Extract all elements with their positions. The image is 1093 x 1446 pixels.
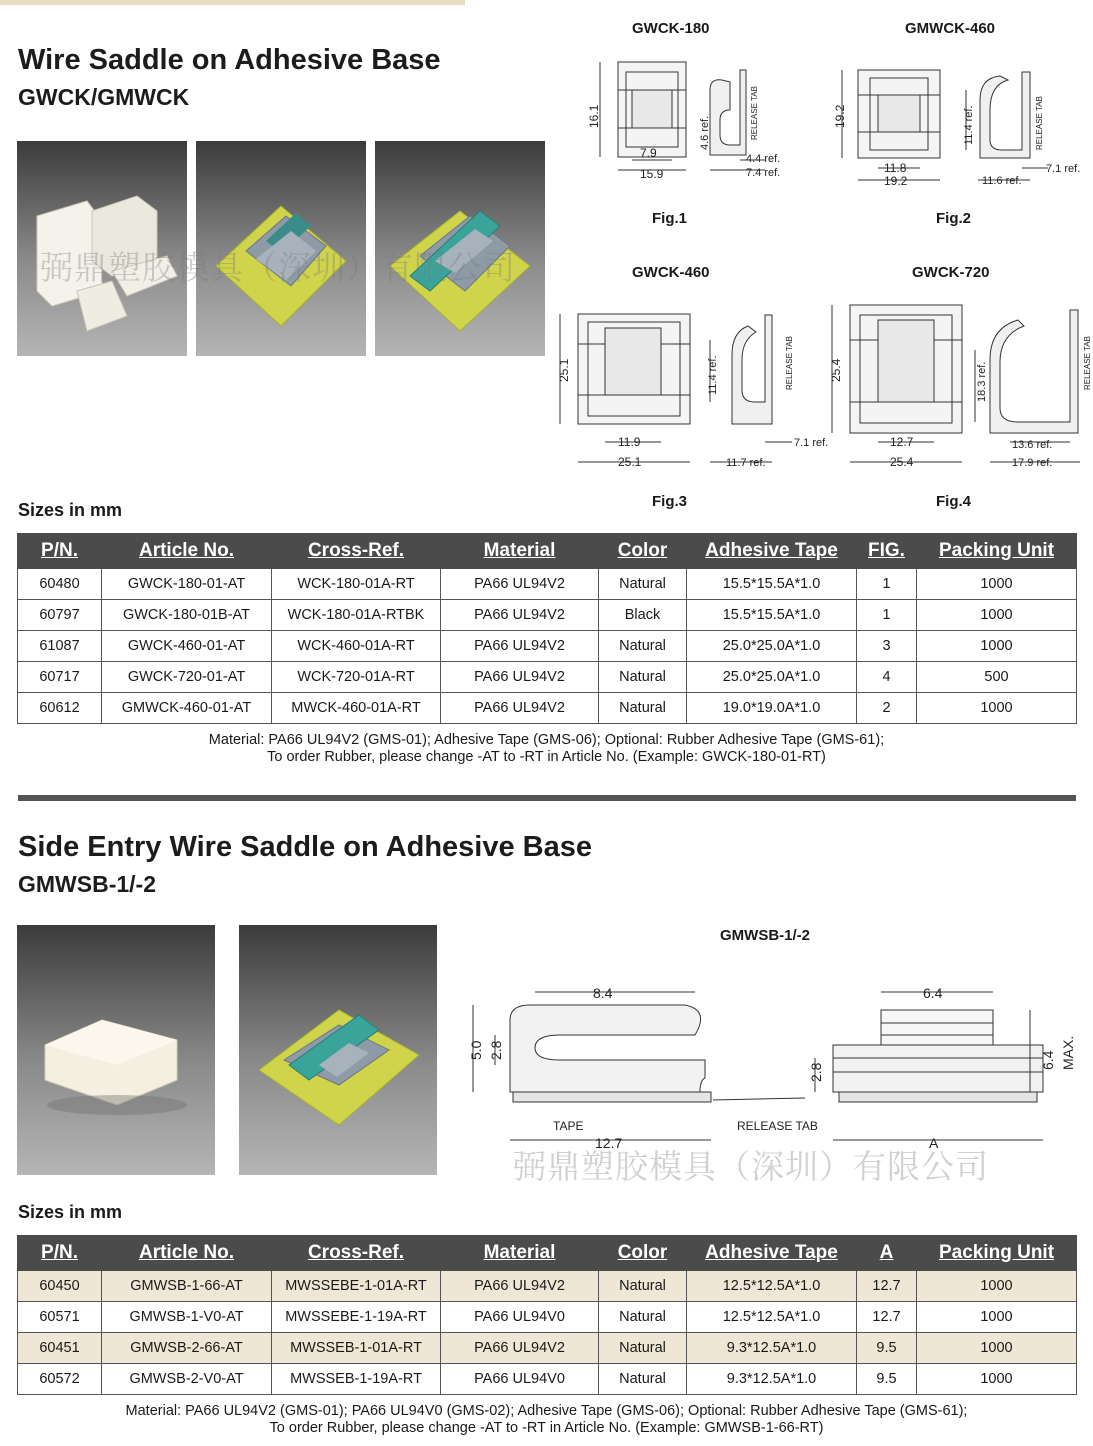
cell: 500	[917, 662, 1077, 693]
cell: WCK-180-01A-RT	[272, 569, 441, 600]
cell: Black	[599, 600, 687, 631]
cell: 1000	[917, 1302, 1077, 1333]
cell: GMWSB-1-V0-AT	[102, 1302, 272, 1333]
cell: Natural	[599, 1364, 687, 1395]
fig4-dim: 12.7	[890, 435, 914, 449]
cell: GMWSB-2-66-AT	[102, 1333, 272, 1364]
cell: 60572	[18, 1364, 102, 1395]
watermark: 弼鼎塑胶模具（深圳）有限公司	[513, 1147, 989, 1186]
table-row	[18, 569, 1077, 600]
cell: WCK-180-01A-RTBK	[272, 600, 441, 631]
col-header: Material	[441, 534, 599, 569]
cell: 19.0*19.0A*1.0	[687, 693, 857, 724]
cell: 60480	[18, 569, 102, 600]
gmwsb-dim: 8.4	[593, 985, 613, 1001]
col-header: Adhesive Tape	[687, 1236, 857, 1271]
table-row	[18, 693, 1077, 724]
section2-spec-table	[17, 1235, 1077, 1395]
cell: 60717	[18, 662, 102, 693]
fig4-dim: 13.6 ref.	[1012, 439, 1053, 451]
cell: 25.0*25.0A*1.0	[687, 662, 857, 693]
cell: 1000	[917, 1364, 1077, 1395]
cell: GWCK-180-01-AT	[102, 569, 272, 600]
cell: Natural	[599, 693, 687, 724]
cell: WCK-460-01A-RT	[272, 631, 441, 662]
cell: MWSSEB-1-01A-RT	[272, 1333, 441, 1364]
cell: 9.3*12.5A*1.0	[687, 1364, 857, 1395]
col-header: Color	[599, 534, 687, 569]
section2-title: Side Entry Wire Saddle on Adhesive Base	[18, 831, 593, 863]
section1-title: Wire Saddle on Adhesive Base	[18, 44, 441, 76]
fig1-dim: 4.6 ref.	[699, 115, 711, 150]
table-row	[18, 600, 1077, 631]
cell: 60797	[18, 600, 102, 631]
fig3-dim: 11.9	[618, 435, 641, 449]
fig4-dim: 25.4	[890, 455, 914, 469]
gmwsb-dim: 2.8	[808, 1062, 824, 1082]
col-header: Material	[441, 1236, 599, 1271]
col-header: P/N.	[18, 534, 102, 569]
col-header: Packing Unit	[917, 1236, 1077, 1271]
section1-note-line1: Material: PA66 UL94V2 (GMS-01); Adhesive Tape (GMS-06); Optional: Rubber Adhesive Tape (GMS-61);	[208, 732, 885, 748]
cell: 1000	[917, 1271, 1077, 1302]
fig1-dim: 7.4 ref.	[746, 167, 781, 179]
gmwsb-fig-name: GMWSB-1/-2	[720, 927, 810, 944]
fig4-dim: 18.3 ref.	[976, 361, 988, 402]
fig1-caption: Fig.1	[652, 210, 688, 227]
cell: 60612	[18, 693, 102, 724]
fig2-name: GMWCK-460	[905, 20, 996, 37]
cell: 4	[857, 662, 917, 693]
cell: PA66 UL94V2	[441, 1271, 599, 1302]
gmwsb-dim: 2.8	[488, 1040, 504, 1060]
cell: 12.7	[857, 1271, 917, 1302]
gmwsb-dim: 5.0	[468, 1040, 484, 1060]
gmwsb-dim: MAX.	[1060, 1035, 1076, 1070]
fig4-dim: RELEASE TAB	[1083, 336, 1092, 390]
cell: 61087	[18, 631, 102, 662]
fig2-dim: 19.2	[833, 104, 847, 128]
cell: PA66 UL94V2	[441, 569, 599, 600]
gmwsb-dim: RELEASE TAB	[737, 1119, 818, 1133]
cell: MWSSEBE-1-01A-RT	[272, 1271, 441, 1302]
cell: GMWSB-2-V0-AT	[102, 1364, 272, 1395]
cell: PA66 UL94V2	[441, 1333, 599, 1364]
col-header: Color	[599, 1236, 687, 1271]
col-header: Packing Unit	[917, 534, 1077, 569]
gmwsb-dim: 6.4	[923, 985, 943, 1001]
section2-drawing	[455, 920, 1085, 1170]
cell: 12.5*12.5A*1.0	[687, 1302, 857, 1333]
fig3-dim: 25.1	[557, 358, 571, 382]
cell: Natural	[599, 631, 687, 662]
fig2-dim: RELEASE TAB	[1035, 96, 1044, 150]
gmwsb-dim: TAPE	[553, 1119, 584, 1133]
cell: 25.0*25.0A*1.0	[687, 631, 857, 662]
cell: 12.7	[857, 1302, 917, 1333]
section-divider	[18, 795, 1076, 801]
cell: WCK-720-01A-RT	[272, 662, 441, 693]
col-header: P/N.	[18, 1236, 102, 1271]
cell: 60571	[18, 1302, 102, 1333]
fig3-dim: 7.1 ref.	[794, 437, 829, 449]
table-row	[18, 1333, 1077, 1364]
cell: 1000	[917, 631, 1077, 662]
gmwsb-dim: A	[929, 1135, 939, 1151]
table-header-row	[18, 1236, 1077, 1271]
cell: Natural	[599, 1271, 687, 1302]
cell: PA66 UL94V0	[441, 1302, 599, 1333]
cell: 1000	[917, 1333, 1077, 1364]
col-header: Cross-Ref.	[272, 1236, 441, 1271]
gmwsb-dim: 6.4	[1040, 1050, 1056, 1070]
fig1-dim: 7.9	[640, 146, 657, 160]
cell: 1	[857, 600, 917, 631]
section2-sizes-label: Sizes in mm	[18, 1202, 123, 1222]
product-photo-4	[17, 925, 215, 1175]
fig2-dim: 11.4 ref.	[963, 105, 975, 145]
fig3-dim: 11.4 ref.	[707, 355, 719, 395]
fig2-caption: Fig.2	[936, 210, 972, 227]
cell: 1000	[917, 600, 1077, 631]
table-row	[18, 631, 1077, 662]
fig1-dim: RELEASE TAB	[750, 86, 759, 140]
cell: Natural	[599, 569, 687, 600]
cell: 12.5*12.5A*1.0	[687, 1271, 857, 1302]
cell: 15.5*15.5A*1.0	[687, 569, 857, 600]
fig4-dim: 25.4	[829, 358, 843, 382]
fig4-name: GWCK-720	[912, 264, 990, 281]
fig2-dim: 19.2	[884, 174, 908, 188]
col-header: Adhesive Tape	[687, 534, 857, 569]
table-header-row	[18, 534, 1077, 569]
table-row	[18, 1302, 1077, 1333]
section2-note-line2: To order Rubber, please change -AT to -RT in Article No. (Example: GMWSB-1-66-RT)	[269, 1420, 824, 1436]
cell: GWCK-180-01B-AT	[102, 600, 272, 631]
cell: 3	[857, 631, 917, 662]
fig1-dim: 4.4 ref.	[746, 153, 781, 165]
fig3-caption: Fig.3	[652, 493, 688, 510]
cell: GWCK-460-01-AT	[102, 631, 272, 662]
fig1-dim: 15.9	[640, 167, 664, 181]
fig2-dim: 7.1 ref.	[1046, 163, 1081, 175]
fig2-dim: 11.6 ref.	[982, 175, 1022, 187]
gmwsb-dim: 12.7	[595, 1135, 623, 1151]
cell: PA66 UL94V2	[441, 631, 599, 662]
fig1-name: GWCK-180	[632, 20, 710, 37]
section2-note-line1: Material: PA66 UL94V2 (GMS-01); PA66 UL94V0 (GMS-02); Adhesive Tape (GMS-06); Optional: Rubber Adhesive Tape (GMS-61);	[125, 1403, 968, 1419]
section1-subtitle: GWCK/GMWCK	[18, 84, 190, 110]
table-row	[18, 1364, 1077, 1395]
col-header: Cross-Ref.	[272, 534, 441, 569]
cell: MWCK-460-01A-RT	[272, 693, 441, 724]
fig3-dim: 25.1	[618, 455, 642, 469]
cell: PA66 UL94V2	[441, 693, 599, 724]
cell: 9.5	[857, 1364, 917, 1395]
cell: Natural	[599, 1302, 687, 1333]
cell: 15.5*15.5A*1.0	[687, 600, 857, 631]
cell: 60450	[18, 1271, 102, 1302]
cell: 9.3*12.5A*1.0	[687, 1333, 857, 1364]
cell: MWSSEB-1-19A-RT	[272, 1364, 441, 1395]
fig4-dim: 17.9 ref.	[1012, 457, 1053, 469]
fig3-dim: 11.7 ref.	[726, 457, 766, 469]
cell: Natural	[599, 662, 687, 693]
table-row	[18, 662, 1077, 693]
fig1-dim: 16.1	[587, 104, 601, 128]
cell: 1000	[917, 569, 1077, 600]
watermark: 弼鼎塑胶模具（深圳）有限公司	[40, 248, 516, 287]
cell: MWSSEBE-1-19A-RT	[272, 1302, 441, 1333]
table-row	[18, 1271, 1077, 1302]
section1-drawings	[557, 10, 1093, 520]
cell: 1	[857, 569, 917, 600]
section1-sizes-label: Sizes in mm	[18, 500, 123, 520]
col-header: FIG.	[857, 534, 917, 569]
cell: GMWSB-1-66-AT	[102, 1271, 272, 1302]
cell: 2	[857, 693, 917, 724]
cell: 1000	[917, 693, 1077, 724]
cell: 60451	[18, 1333, 102, 1364]
cell: GMWCK-460-01-AT	[102, 693, 272, 724]
fig4-caption: Fig.4	[936, 493, 972, 510]
section1-spec-table	[17, 533, 1077, 724]
section1-note-line2: To order Rubber, please change -AT to -RT in Article No. (Example: GWCK-180-01-RT)	[267, 749, 826, 765]
top-accent-line	[0, 0, 465, 5]
cell: PA66 UL94V2	[441, 600, 599, 631]
fig3-dim: RELEASE TAB	[785, 336, 794, 390]
fig2-dim: 11.8	[884, 161, 907, 175]
col-header: Article No.	[102, 534, 272, 569]
cell: Natural	[599, 1333, 687, 1364]
col-header: Article No.	[102, 1236, 272, 1271]
cell: PA66 UL94V2	[441, 662, 599, 693]
cell: PA66 UL94V0	[441, 1364, 599, 1395]
section2-subtitle: GMWSB-1/-2	[18, 871, 156, 897]
col-header: A	[857, 1236, 917, 1271]
cell: GWCK-720-01-AT	[102, 662, 272, 693]
product-photo-5	[239, 925, 437, 1175]
fig3-name: GWCK-460	[632, 264, 710, 281]
cell: 9.5	[857, 1333, 917, 1364]
